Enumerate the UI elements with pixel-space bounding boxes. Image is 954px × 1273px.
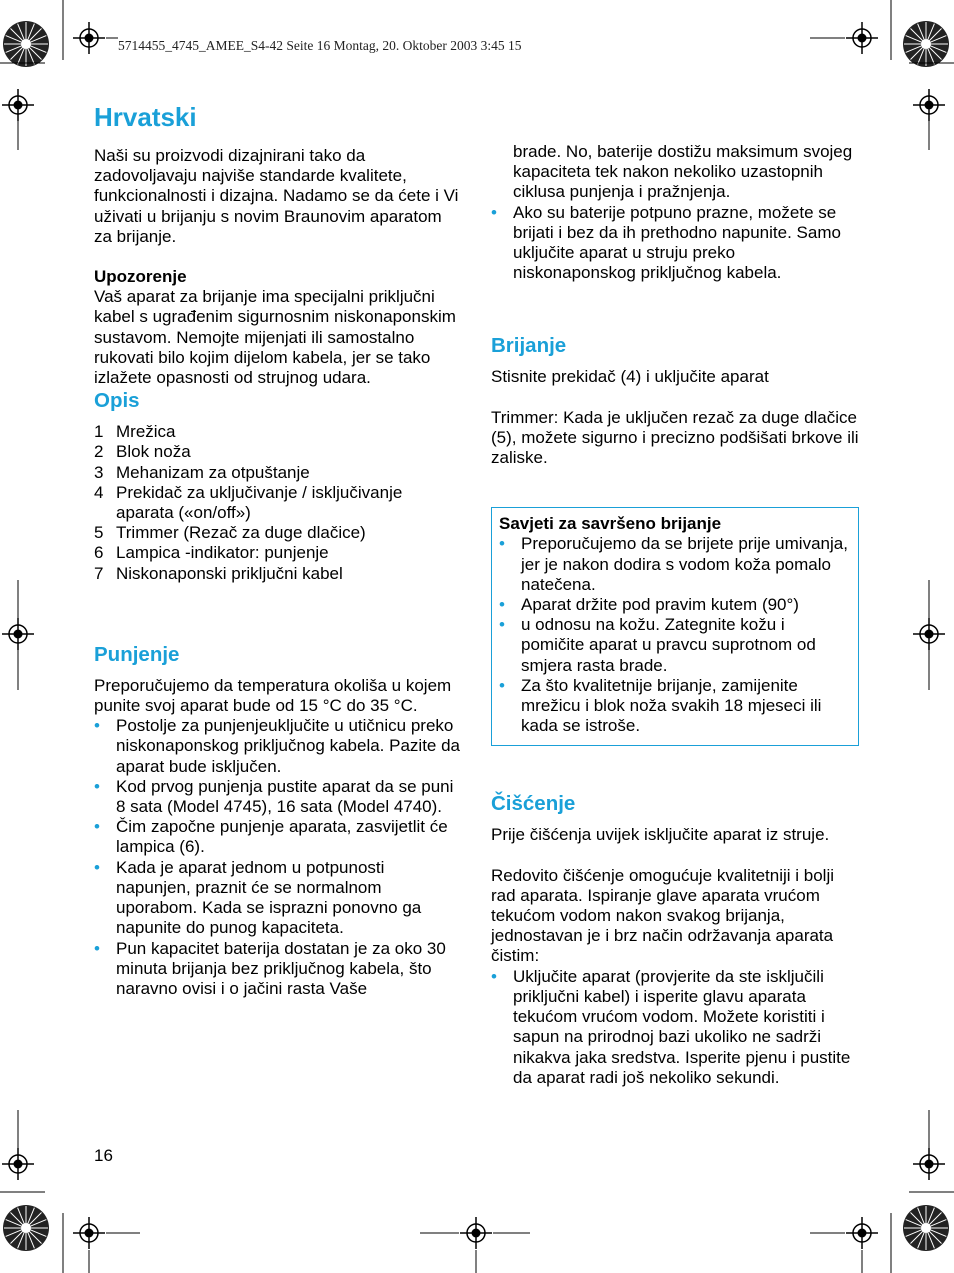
list-item: • Za što kvalitetnije brijanje, zamijenite mrežicu i blok noža svakih 18 mjeseci ili kada se istroše. bbox=[499, 676, 851, 737]
charging-list-continued bbox=[491, 203, 859, 284]
list-item: • Pun kapacitet baterija dostatan je za oko 30 minuta brijanja bez priključnog kabela, što naravno ovisi i o jačini rasta Vaše bbox=[94, 939, 462, 1000]
star-mark-icon bbox=[903, 21, 949, 67]
crosshair-mark-icon bbox=[913, 1148, 945, 1180]
list-item: 6 Lampica -indikator: punjenje bbox=[94, 543, 329, 563]
list-item: • Uključite aparat (provjerite da ste isključili priključni kabel) i isperite glavu aparata tekućom vrućom vodom. Možete koristiti i sapun na prirodnoj bazi ukoliko ne sadrži nikakva jaka sredstva. Isperite pjenu i pustite da aparat radi još nekoliko sekundi. bbox=[491, 967, 859, 1088]
charging-continuation: brade. No, baterije dostižu maksimum svojeg kapaciteta tek nakon nekoliko uzastopnih ciklusa punjenja i pražnjenja. bbox=[513, 142, 853, 202]
list-item: • Čim započne punjenje aparata, zasvijetlit će lampica (6). bbox=[94, 817, 462, 857]
list-item: 7 Niskonaponski priključni kabel bbox=[94, 563, 343, 583]
section-heading-brijanje: Brijanje bbox=[491, 334, 567, 358]
tips-list bbox=[499, 534, 851, 736]
crosshair-mark-icon bbox=[2, 1148, 34, 1180]
list-item: • Kada je aparat jednom u potpunosti napunjen, praznit će se normalnom uporabom. Kada se isprazni ponovno ga napunite do punog kapaciteta. bbox=[94, 858, 462, 939]
section-heading-opis: Opis bbox=[94, 389, 140, 413]
page-title: Hrvatski bbox=[94, 102, 197, 132]
crosshair-mark-icon bbox=[913, 618, 945, 650]
list-item: • Postolje za punjenjeuključite u utičnicu preko niskonaponskog priključnog kabela. Pazite da aparat bude isključen. bbox=[94, 716, 462, 777]
cleaning-paragraph-1: Prije čišćenja uvijek isključite aparat iz struje. bbox=[491, 825, 830, 845]
warning-heading: Upozorenje bbox=[94, 267, 187, 287]
star-mark-icon bbox=[903, 1205, 949, 1251]
crosshair-mark-icon bbox=[73, 22, 105, 54]
crosshair-mark-icon bbox=[846, 1217, 878, 1249]
page-number: 16 bbox=[94, 1146, 113, 1165]
star-mark-icon bbox=[3, 1205, 49, 1251]
crosshair-mark-icon bbox=[460, 1217, 492, 1249]
list-item: 2 Blok noža bbox=[94, 442, 191, 462]
right-column bbox=[491, 142, 859, 1088]
tips-box bbox=[491, 507, 859, 746]
list-item: • u odnosu na kožu. Zategnite kožu i pomičite aparat u pravcu suprotnom od smjera rasta brade. bbox=[499, 615, 851, 676]
section-heading-ciscenje: Čišćenje bbox=[491, 792, 576, 816]
list-item: • Kod prvog punjenja pustite aparat da se puni 8 sata (Model 4745), 16 sata (Model 4740). bbox=[94, 777, 462, 817]
cleaning-paragraph-2: Redovito čišćenje omogućuje kvalitetniji i bolji rad aparata. Ispiranje glave aparata vrućom tekućom vodom nakon svakog brijanja, jednostavan je i brz način održavanja aparata čistim: bbox=[491, 865, 835, 966]
list-item: 1 Mrežica bbox=[94, 422, 176, 442]
crosshair-mark-icon bbox=[2, 89, 34, 121]
cleaning-list bbox=[491, 967, 859, 1088]
crosshair-mark-icon bbox=[2, 618, 34, 650]
crosshair-mark-icon bbox=[846, 22, 878, 54]
tips-heading: Savjeti za savršeno brijanje bbox=[499, 514, 722, 534]
intro-paragraph: Naši su proizvodi dizajnirani tako da zadovoljavaju najviše standarde kvalitete, funkcionalnosti i dizajna. Nadamo se da ćete i Vi uživati u brijanju s novim Braunovim aparatom za brijanje. bbox=[94, 146, 459, 246]
charging-intro: Preporučujemo da temperatura okoliša u kojem punite svoj aparat bude od 15 °C do 35 °C. bbox=[94, 675, 452, 716]
crosshair-mark-icon bbox=[73, 1217, 105, 1249]
star-mark-icon bbox=[3, 21, 49, 67]
list-item: • Preporučujemo da se brijete prije umivanja, jer je nakon dodira s vodom koža pomalo natečena. bbox=[499, 534, 851, 595]
section-heading-punjenje: Punjenje bbox=[94, 642, 180, 666]
list-item: • Ako su baterije potpuno prazne, možete se brijati i bez da ih prethodno napunite. Samo uključite aparat u struju preko niskonaponskog priključnog kabela. bbox=[491, 203, 859, 284]
crosshair-mark-icon bbox=[913, 89, 945, 121]
shaving-paragraph-2: Trimmer: Kada je uključen rezač za duge dlačice (5), možete sigurno i precizno podšišati brkove ili zaliske. bbox=[491, 407, 859, 468]
charging-list bbox=[94, 716, 462, 999]
list-item: • Aparat držite pod pravim kutem (90°) bbox=[499, 595, 851, 615]
list-item: 4 Prekidač za uključivanje / isključivanje aparata («on/off») bbox=[94, 482, 403, 523]
shaving-paragraph-1: Stisnite prekidač (4) i uključite aparat bbox=[491, 367, 769, 387]
list-item: 3 Mehanizam za otpuštanje bbox=[94, 462, 310, 482]
left-column bbox=[94, 100, 462, 999]
list-item: 5 Trimmer (Rezač za duge dlačice) bbox=[94, 523, 366, 543]
warning-text: Vaš aparat za brijanje ima specijalni priključni kabel s ugrađenim sigurnosnim niskonaponskim sustavom. Nemojte mijenjati ili samostalno rukovati bilo kojim dijelom kabela, jer se tako izlažete opasnosti od strujnog udara. bbox=[94, 287, 456, 388]
print-header: 5714455_4745_AMEE_S4-42 Seite 16 Montag, 20. Oktober 2003 3:45 15 bbox=[118, 38, 522, 53]
parts-list bbox=[94, 422, 462, 584]
